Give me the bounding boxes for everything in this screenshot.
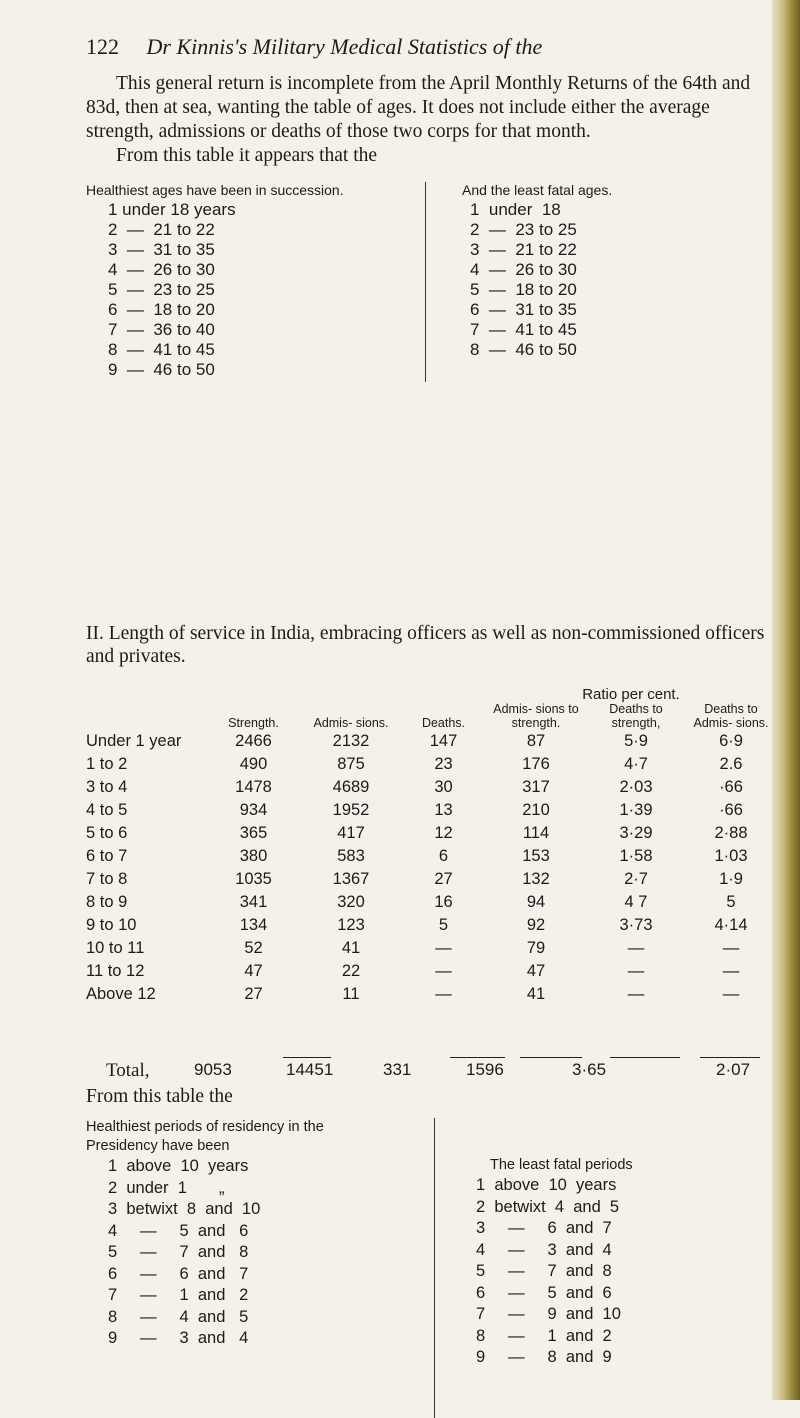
table-row bbox=[86, 730, 776, 753]
table-cell: 6 bbox=[438, 847, 449, 865]
healthiest-age-item: 6 — 18 to 20 bbox=[108, 300, 215, 319]
row-label: 8 to 9 bbox=[86, 893, 128, 911]
table-cell: 134 bbox=[239, 916, 268, 934]
least-fatal-age-item: 1 under 18 bbox=[470, 200, 561, 219]
col-deaths-to-strength: Deaths to strength, bbox=[609, 702, 663, 730]
table-cell: 2.6 bbox=[719, 755, 743, 773]
least-fatal-period-item: 7 — 9 and 10 bbox=[476, 1305, 621, 1323]
intro-paragraph bbox=[86, 72, 776, 168]
table-cell: 2·7 bbox=[624, 870, 648, 888]
least-fatal-residency-list bbox=[470, 1156, 770, 1369]
table-cell: 5 bbox=[438, 916, 449, 934]
table-cell: 2·03 bbox=[619, 778, 653, 796]
table-cell: 2132 bbox=[332, 732, 370, 750]
row-label: 9 to 10 bbox=[86, 916, 137, 934]
table-row bbox=[86, 868, 776, 891]
table-row bbox=[86, 914, 776, 937]
table-cell: 417 bbox=[337, 824, 365, 842]
table-cell: 1·39 bbox=[619, 801, 653, 819]
table-cell: 27 bbox=[434, 870, 453, 888]
healthiest-residency-list bbox=[86, 1118, 416, 1350]
table-cell: 153 bbox=[522, 847, 550, 865]
table-row bbox=[86, 983, 776, 1006]
col-deaths-to-adm: Deaths to Admis- sions. bbox=[693, 702, 769, 730]
least-fatal-period-item: 3 — 6 and 7 bbox=[476, 1219, 612, 1237]
row-label: 1 to 2 bbox=[86, 755, 128, 773]
table-cell: 30 bbox=[434, 778, 453, 796]
healthiest-age-item: 9 — 46 to 50 bbox=[108, 360, 215, 379]
table-cell: 22 bbox=[341, 962, 361, 980]
table-cell: 13 bbox=[434, 801, 453, 819]
total-deaths: 331 bbox=[383, 1060, 412, 1079]
table-cell: 490 bbox=[239, 755, 268, 773]
table-cell: — bbox=[722, 962, 740, 980]
table-cell: 1·9 bbox=[719, 870, 743, 888]
row-label: Under 1 year bbox=[86, 732, 182, 750]
table-row bbox=[86, 753, 776, 776]
table-cell: — bbox=[627, 939, 645, 957]
table-cell: 320 bbox=[337, 893, 365, 911]
table-row bbox=[86, 776, 776, 799]
least-fatal-age-item: 6 — 31 to 35 bbox=[470, 300, 577, 319]
col-deaths: Deaths. bbox=[421, 716, 466, 730]
least-fatal-age-item: 2 — 23 to 25 bbox=[470, 220, 577, 239]
healthiest-period-item: 7 — 1 and 2 bbox=[108, 1286, 249, 1304]
residency-divider bbox=[434, 1118, 435, 1418]
healthiest-ages-list bbox=[86, 180, 416, 380]
healthiest-age-item: 3 — 31 to 35 bbox=[108, 240, 215, 259]
healthiest-age-item: 8 — 41 to 45 bbox=[108, 340, 215, 359]
healthiest-age-item: 4 — 26 to 30 bbox=[108, 260, 215, 279]
table-cell: 5 bbox=[726, 893, 736, 911]
table-cell: 210 bbox=[522, 801, 550, 819]
least-fatal-period-item: 4 — 3 and 4 bbox=[476, 1240, 612, 1259]
table-cell: 4·14 bbox=[714, 916, 748, 934]
least-fatal-ages-list bbox=[462, 180, 762, 360]
table-cell: 41 bbox=[341, 939, 361, 957]
table-cell: ·66 bbox=[719, 778, 743, 796]
table-cell: 2466 bbox=[235, 732, 272, 750]
table-cell: 47 bbox=[244, 962, 263, 980]
table-cell: — bbox=[722, 939, 740, 957]
table-cell: 52 bbox=[244, 939, 263, 957]
table-cell: 94 bbox=[526, 893, 546, 911]
row-label: 3 to 4 bbox=[86, 778, 128, 796]
row-label: 11 to 12 bbox=[86, 962, 145, 980]
healthiest-period-item: 9 — 3 and 4 bbox=[108, 1329, 249, 1347]
page-number: 122 bbox=[86, 34, 119, 59]
healthiest-residency-heading: Healthiest periods of residency in the Presidency have been bbox=[86, 1119, 324, 1154]
lead-in-residency: From this table the bbox=[86, 1086, 233, 1107]
table-cell: 23 bbox=[434, 755, 453, 773]
table-cell: 12 bbox=[434, 824, 453, 842]
row-label: 4 to 5 bbox=[86, 801, 128, 819]
table-cell: 934 bbox=[239, 801, 268, 819]
least-fatal-period-item: 1 above 10 years bbox=[476, 1176, 617, 1194]
running-title: Dr Kinnis's Military Medical Statistics of the bbox=[146, 34, 543, 59]
row-label: 5 to 6 bbox=[86, 824, 128, 842]
intro-text: This general return is incomplete from the April Monthly Returns of the 64th and 83d, then at sea, wanting the table of ages. It does not include either the average strength, admissions or deaths of those two corps for that month. bbox=[86, 73, 751, 142]
column-divider bbox=[425, 182, 426, 382]
total-deaths-to-adm: 2·07 bbox=[716, 1060, 751, 1079]
table-row bbox=[86, 937, 776, 960]
row-label: Above 12 bbox=[86, 985, 156, 1003]
healthiest-period-item: 3 betwixt 8 and 10 bbox=[108, 1200, 261, 1218]
healthiest-period-item: 6 — 6 and 7 bbox=[108, 1264, 249, 1283]
table-cell: — bbox=[435, 962, 452, 980]
table-cell: 16 bbox=[434, 893, 453, 911]
row-label: 10 to 11 bbox=[86, 939, 145, 957]
table-cell: 114 bbox=[522, 824, 550, 842]
table-cell: 4 7 bbox=[624, 893, 648, 911]
col-strength: Strength. bbox=[228, 716, 279, 730]
table-row bbox=[86, 845, 776, 868]
least-fatal-period-item: 2 betwixt 4 and 5 bbox=[476, 1197, 620, 1216]
least-fatal-residency-heading: The least fatal periods bbox=[490, 1157, 633, 1173]
healthiest-age-item: 7 — 36 to 40 bbox=[108, 320, 215, 339]
table-cell: 27 bbox=[244, 985, 263, 1003]
table-cell: — bbox=[627, 985, 645, 1003]
least-fatal-period-item: 9 — 8 and 9 bbox=[476, 1348, 612, 1366]
table-row bbox=[86, 891, 776, 914]
table-cell: 41 bbox=[526, 985, 546, 1003]
table-cell: 5·9 bbox=[624, 732, 648, 750]
least-fatal-period-item: 5 — 7 and 8 bbox=[476, 1262, 612, 1280]
length-of-service-table bbox=[86, 688, 776, 1006]
healthiest-period-item: 8 — 4 and 5 bbox=[108, 1307, 249, 1326]
table-cell: 1367 bbox=[332, 870, 370, 888]
table-cell: 4689 bbox=[332, 778, 370, 796]
least-fatal-age-item: 3 — 21 to 22 bbox=[470, 240, 577, 259]
table-cell: 123 bbox=[337, 916, 365, 934]
table-cell: 2·88 bbox=[714, 824, 748, 842]
table-cell: ·66 bbox=[719, 801, 743, 819]
table-cell: 6·9 bbox=[719, 732, 743, 750]
col-admissions: Admis- sions. bbox=[313, 716, 389, 730]
table-cell: 875 bbox=[337, 755, 365, 773]
healthiest-age-item: 5 — 23 to 25 bbox=[108, 280, 215, 299]
least-fatal-age-item: 8 — 46 to 50 bbox=[470, 340, 577, 359]
page-edge bbox=[772, 0, 800, 1400]
total-admissions: 14451 bbox=[286, 1060, 334, 1079]
table-cell: 147 bbox=[429, 732, 458, 750]
table-cell: 317 bbox=[522, 778, 550, 796]
table-cell: 1·58 bbox=[619, 847, 653, 865]
table-cell: 365 bbox=[239, 824, 268, 842]
table-cell: 11 bbox=[342, 985, 360, 1003]
least-fatal-period-item: 8 — 1 and 2 bbox=[476, 1326, 612, 1345]
healthiest-age-item: 2 — 21 to 22 bbox=[108, 220, 215, 239]
table-cell: 176 bbox=[522, 755, 550, 773]
table-cell: 1478 bbox=[235, 778, 272, 796]
least-fatal-age-item: 5 — 18 to 20 bbox=[470, 280, 577, 299]
table-cell: 341 bbox=[239, 893, 268, 911]
total-strength: 9053 bbox=[194, 1060, 232, 1079]
lead-in-ages: From this table it appears that the bbox=[116, 145, 378, 166]
table-cell: 3·29 bbox=[619, 824, 653, 842]
least-fatal-ages-heading: And the least fatal ages. bbox=[462, 182, 613, 198]
table-cell: 79 bbox=[526, 939, 546, 957]
table-cell: 132 bbox=[522, 870, 550, 888]
total-label: Total, bbox=[106, 1060, 150, 1081]
table-cell: — bbox=[435, 939, 452, 957]
table-cell: — bbox=[435, 985, 452, 1003]
section-2-heading: II. Length of service in India, embracing officers as well as non-commissioned officers and privates. bbox=[86, 623, 765, 667]
col-adm-to-strength: Admis- sions to strength. bbox=[493, 702, 579, 730]
table-row bbox=[86, 799, 776, 822]
ratio-heading: Ratio per cent. bbox=[582, 686, 680, 703]
table-row bbox=[86, 822, 776, 845]
table-cell: 380 bbox=[239, 847, 268, 865]
table-row bbox=[86, 960, 776, 983]
table-cell: 3·73 bbox=[619, 916, 653, 934]
healthiest-period-item: 2 under 1 „ bbox=[108, 1178, 225, 1197]
total-adm-to-strength: 1596 bbox=[466, 1060, 504, 1079]
table-cell: 92 bbox=[526, 916, 546, 934]
least-fatal-age-item: 7 — 41 to 45 bbox=[470, 320, 577, 339]
table-cell: 583 bbox=[337, 847, 365, 865]
least-fatal-period-item: 6 — 5 and 6 bbox=[476, 1283, 612, 1302]
table-cell: 1952 bbox=[332, 801, 370, 819]
running-header bbox=[86, 34, 542, 60]
table-cell: 4·7 bbox=[624, 755, 648, 773]
table-cell: — bbox=[627, 962, 645, 980]
table-cell: 1·03 bbox=[714, 847, 748, 865]
healthiest-age-item: 1 under 18 years bbox=[108, 200, 236, 219]
least-fatal-age-item: 4 — 26 to 30 bbox=[470, 260, 577, 279]
row-label: 7 to 8 bbox=[86, 870, 128, 888]
healthiest-ages-heading: Healthiest ages have been in succession. bbox=[86, 182, 344, 198]
healthiest-period-item: 4 — 5 and 6 bbox=[108, 1221, 249, 1240]
total-deaths-to-strength: 3·65 bbox=[572, 1060, 607, 1079]
healthiest-period-item: 5 — 7 and 8 bbox=[108, 1243, 249, 1261]
table-cell: — bbox=[722, 985, 740, 1003]
healthiest-period-item: 1 above 10 years bbox=[108, 1157, 249, 1175]
table-cell: 1035 bbox=[235, 870, 272, 888]
row-label: 6 to 7 bbox=[86, 847, 128, 865]
table-cell: 87 bbox=[526, 732, 546, 750]
table-cell: 47 bbox=[526, 962, 546, 980]
